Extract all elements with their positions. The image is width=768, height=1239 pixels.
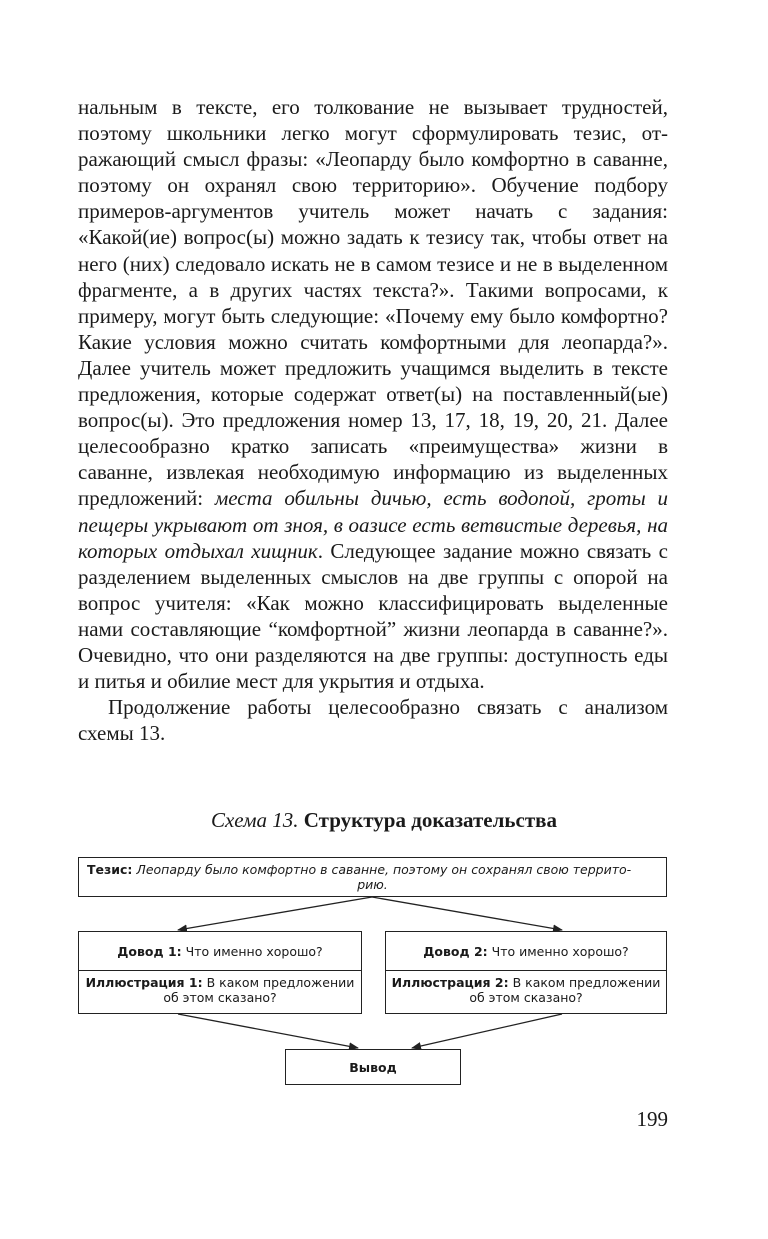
paragraph-1-part-a: нальным в тексте, его толкование не вызывает трудностей, поэтому школьники легко могут сформулировать тезис, отражающий смысл фразы: «Леопарду было комфортно в саванне, поэтому он охранял свою территорию». Обучение подбору примеров-аргументов учитель может начать с задания: «Какой(ие) вопрос(ы) можно задать к тезису так, чтобы ответ на него (них) следовало искать не в самом тезисе и не в выделенном фрагменте, а в других частях текста?». Такими вопросами, к примеру, могут быть следующие: «Почему ему было комфортно? Какие условия можно считать комфортными для леопарда?». Далее учитель может предложить учащимся выделить в тексте предложения, которые содержат ответ(ы) на поставленный(ые) вопрос(ы). Это предложения номер 13, 17, 18, 19, 20, 21. Далее целесообразно кратко записать «преимущества» жизни в саванне, извлекая необходимую информацию из выделенных предложений: bbox=[78, 95, 668, 511]
illustration-1-text-2: об этом сказано? bbox=[163, 990, 277, 1005]
illustration-2-label: Иллюстрация 2: bbox=[391, 975, 509, 990]
illustration-2-box bbox=[385, 970, 667, 1014]
illustration-2-text-2: об этом сказано? bbox=[469, 990, 583, 1005]
argument-2-text: Что именно хорошо? bbox=[491, 943, 629, 959]
body-text bbox=[78, 94, 668, 746]
paragraph-1 bbox=[78, 94, 668, 694]
conclusion-label: Вывод bbox=[349, 1059, 397, 1075]
paragraph-2: Продолжение работы целесообразно связать с анализом схемы 13. bbox=[78, 695, 668, 746]
scheme-caption-number: Схема 13. bbox=[210, 808, 299, 832]
illustration-2-text-1: В каком предложении bbox=[512, 975, 661, 990]
paragraph-1-italic: места обильны дичью, есть водопой, гроты и пещеры укрывают от зноя, в оазисе есть ветвистые деревья, на которых отдыхал хищник bbox=[78, 486, 668, 563]
argument-2-box bbox=[385, 931, 667, 971]
conclusion-box bbox=[285, 1049, 461, 1085]
thesis-box bbox=[78, 857, 667, 897]
arrow-thesis-to-arg1 bbox=[178, 897, 372, 930]
argument-1-box bbox=[78, 931, 362, 971]
illustration-1-box bbox=[78, 970, 362, 1014]
arrow-thesis-to-arg2 bbox=[372, 897, 562, 930]
argument-1-text: Что именно хорошо? bbox=[185, 943, 323, 959]
arrow-ill2-to-conclusion bbox=[412, 1014, 562, 1048]
illustration-1-label: Иллюстрация 1: bbox=[85, 975, 203, 990]
illustration-1-text-1: В каком предложении bbox=[206, 975, 355, 990]
paragraph-1-part-b: . Следующее задание можно связать с разделением выделенных смыслов на две группы с опорой на вопрос учителя: «Как можно классифицировать выделенные нами составляющие “комфортной” жизни леопарда в саванне?». Очевидно, что они разделяются на две группы: доступность еды и питья и обилие мест для укрытия и отдыха. bbox=[78, 538, 669, 694]
page-number: 199 bbox=[636, 1107, 668, 1131]
thesis-text-2: рию. bbox=[357, 877, 388, 892]
scheme-caption-title: Структура доказательства bbox=[303, 808, 557, 832]
thesis-label: Тезис: bbox=[87, 862, 133, 877]
argument-2-label: Довод 2: bbox=[423, 943, 488, 959]
thesis-text-1: Леопарду было комфортно в саванне, поэтому он сохранял свою террито- bbox=[136, 862, 632, 877]
argument-1-label: Довод 1: bbox=[117, 943, 182, 959]
arrow-ill1-to-conclusion bbox=[178, 1014, 358, 1048]
scheme-caption bbox=[0, 808, 768, 833]
thesis-line-1 bbox=[87, 862, 658, 877]
